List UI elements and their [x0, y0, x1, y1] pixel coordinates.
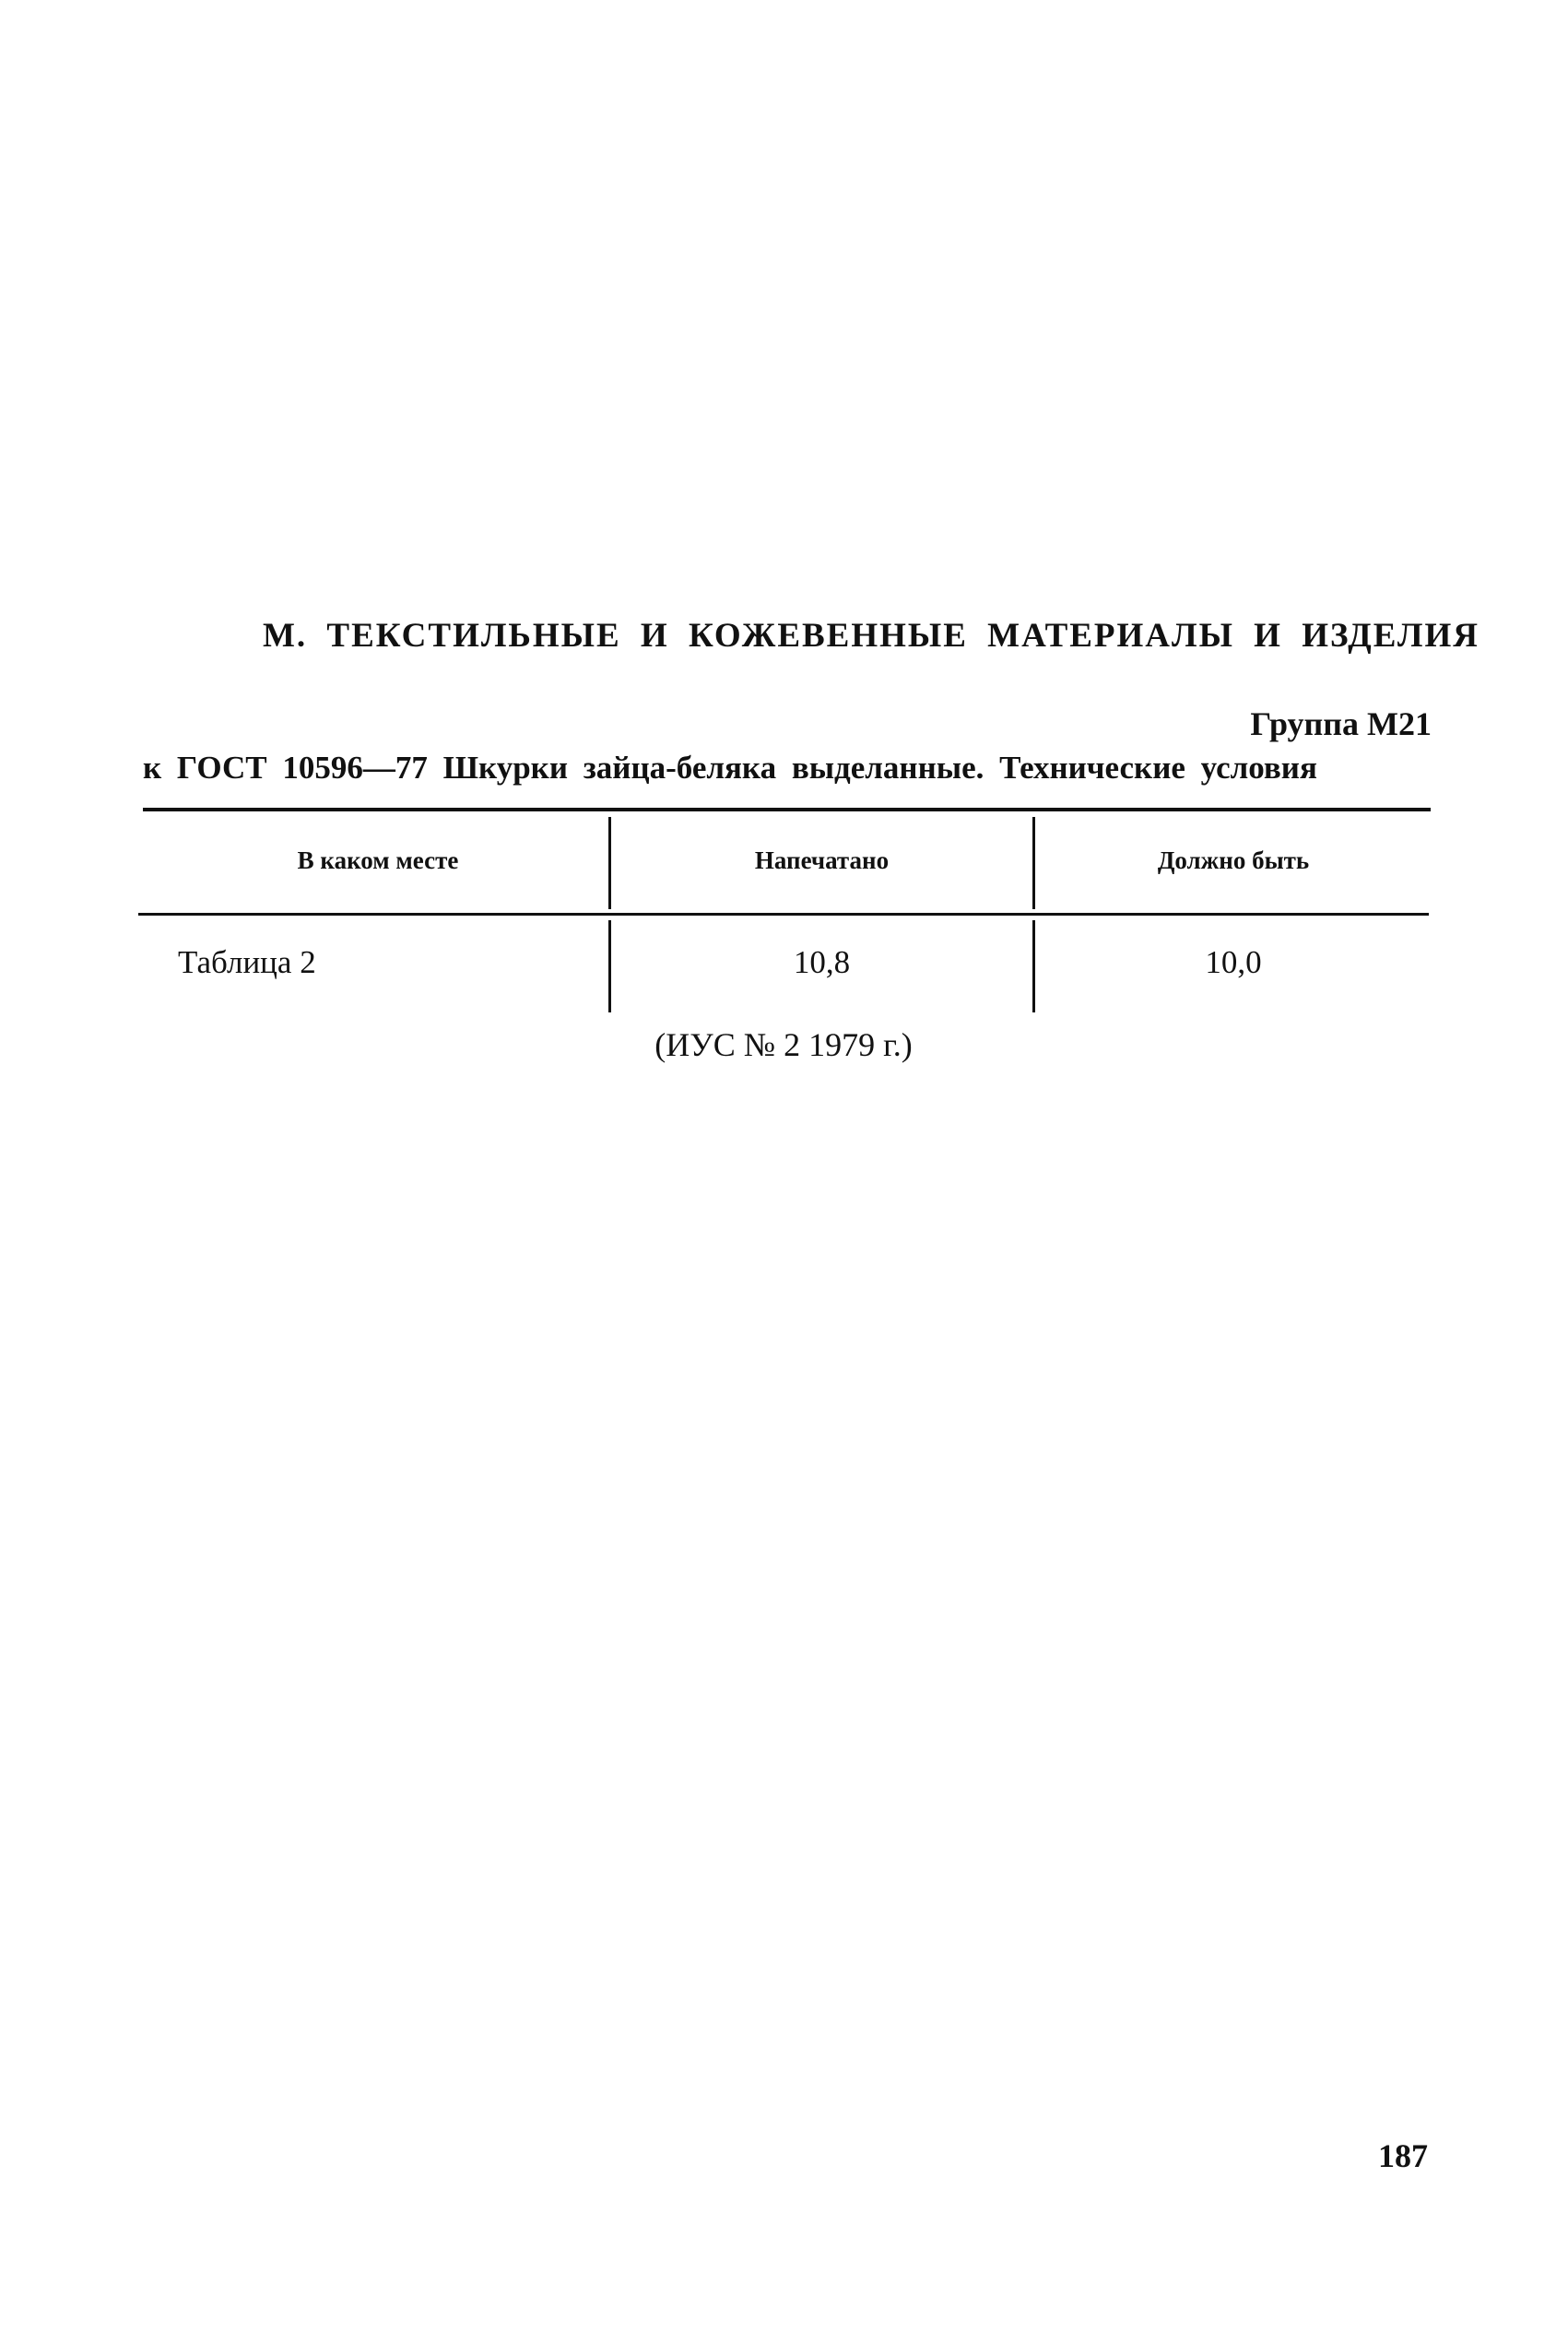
group-label: Группа М21 — [1250, 705, 1432, 742]
header-should-be: Должно быть — [1157, 846, 1310, 874]
doc-title: к ГОСТ 10596—77 Шкурки зайца-беляка выделанные. Технические условия — [143, 750, 1317, 786]
table-top-rule — [143, 808, 1431, 811]
header-location: В каком месте — [297, 846, 459, 874]
cell-should-be: 10,0 — [1205, 944, 1262, 980]
section-heading: М. ТЕКСТИЛЬНЫЕ И КОЖЕВЕННЫЕ МАТЕРИАЛЫ И ИЗДЕЛИЯ — [263, 617, 1480, 655]
table-header-rule — [138, 913, 1429, 916]
cell-location: Таблица 2 — [178, 944, 316, 980]
page-number: 187 — [1378, 2137, 1428, 2174]
cell-printed: 10,8 — [793, 944, 851, 980]
source-reference: (ИУС № 2 1979 г.) — [654, 1026, 913, 1063]
header-printed: Напечатано — [754, 846, 890, 874]
